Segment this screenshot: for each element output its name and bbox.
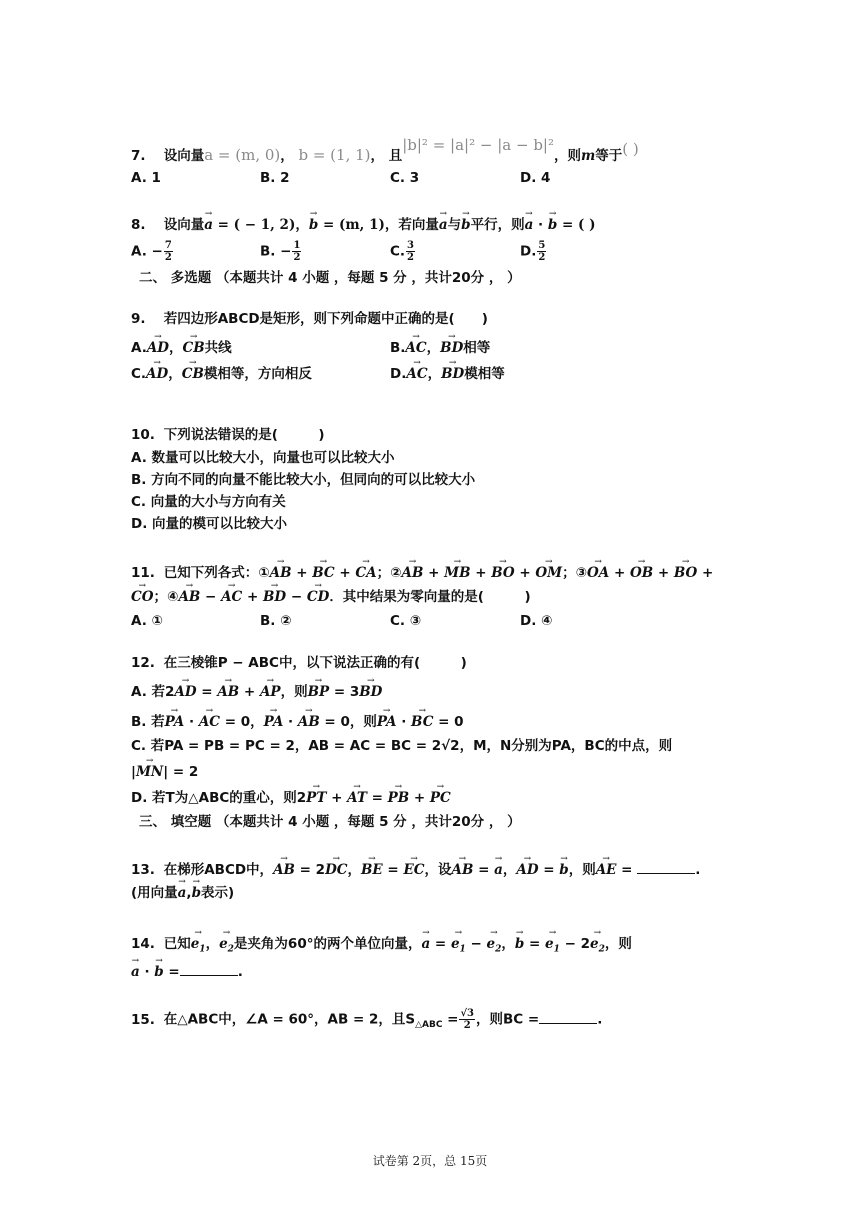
- question-number: 11.: [131, 565, 155, 581]
- question-number: 15.: [131, 1011, 155, 1028]
- question-text: ．其中结果为零向量的是( ): [329, 589, 531, 605]
- question-text: 在梯形ABCD中，: [163, 862, 274, 878]
- fraction: $\frac{7}{2}$: [164, 240, 172, 263]
- option-label: D.: [520, 243, 537, 260]
- question-text: 与: [447, 217, 462, 233]
- question-text: 且: [388, 148, 403, 164]
- question-number: 12.: [131, 655, 155, 671]
- question-text: ；④: [153, 589, 179, 605]
- condition-image: |b|² = |a|² − |a − b|²: [402, 136, 554, 154]
- option-a: A. 若2→ AD = → AB + → AP，则→ BP = 3→ BD: [131, 682, 382, 702]
- question-text: 设向量: [163, 148, 205, 164]
- question-14-cont: → a · → b = .: [131, 961, 243, 982]
- fraction: $\frac{5}{2}$: [538, 240, 546, 263]
- question-text: = ( − 1, 2)，: [217, 217, 309, 233]
- question-text: (用向量: [131, 885, 178, 901]
- option-c: C. 向量的大小与方向有关: [131, 494, 286, 510]
- question-text: 设向量: [163, 217, 205, 233]
- option-a: A.→ AD，→ CB共线: [131, 338, 232, 358]
- fraction: $\frac{1}{2}$: [293, 240, 301, 263]
- question-11: 11. 已知下列各式：①→ AB + → BC + → CA；②→ AB + → MB + → BO + → OM；③→ OA + → OB + → BO +: [131, 563, 713, 583]
- option-label: C.: [390, 243, 406, 260]
- option-c: C. 3: [390, 170, 420, 186]
- option-a: A. 1: [131, 170, 161, 186]
- vector-b-image: b = (1, 1): [298, 146, 371, 164]
- question-text: 已知: [163, 936, 191, 952]
- question-text: = ( ): [562, 217, 596, 233]
- question-number: 14.: [131, 936, 155, 952]
- variable-m: m: [580, 148, 596, 164]
- question-text: ，则: [604, 936, 632, 952]
- page-footer: 试卷第 2页，总 15页: [372, 1154, 488, 1168]
- question-text: ，则: [553, 148, 581, 164]
- question-10: [131, 425, 325, 445]
- question-text: 平行，则: [470, 217, 525, 233]
- option-a: A. ①: [131, 613, 163, 629]
- option-d: D.→ AC，→ BD模相等: [390, 364, 505, 384]
- option-c: C. 若PA = PB = PC = 2，AB = AC = BC = 2√2，M，N分别为PA，BC的中点，则: [131, 738, 673, 754]
- question-12: [131, 653, 467, 673]
- equals: =: [447, 1011, 459, 1028]
- question-text: 在△ABC中，∠A = 60°，AB = 2，且S: [163, 1011, 416, 1028]
- answer-blank[interactable]: [637, 859, 695, 874]
- option-b: B.→ AC，→ BD相等: [390, 338, 490, 358]
- question-number: 8.: [131, 217, 146, 233]
- option-label: B. −: [260, 243, 292, 260]
- option-b: B. ②: [260, 613, 292, 629]
- answer-blank[interactable]: [180, 961, 238, 976]
- option-b: B. 2: [260, 170, 290, 186]
- option-c: C. ③: [390, 613, 422, 629]
- section-heading-3: 三、 填空题 （本题共计 4 小题 ，每题 5 分 ，共计20分 ， ）: [139, 814, 521, 830]
- option-d: D. ④: [520, 613, 553, 629]
- question-text: ；②: [376, 565, 402, 581]
- question-number: 10.: [131, 427, 155, 443]
- question-9: [131, 309, 488, 329]
- option-a: [131, 240, 174, 263]
- question-8: 8. 设向量→ a = ( − 1, 2)，→ b = (m, 1)，若向量→ a与→ b平行，则→ a · → b = ( ): [131, 215, 596, 235]
- option-c: [390, 240, 416, 263]
- question-14: 14. 已知→ $e_1$，→ $e_2$是夹角为60°的两个单位向量，→ a = → $e_1$ − → $e_2$，→ b = → $e_1 - 2\to e_2$，则: [131, 934, 632, 960]
- option-d: [520, 240, 547, 263]
- option-c-cont: |→ MN| = 2: [131, 762, 198, 782]
- question-text: 等于: [595, 148, 623, 164]
- option-label: A. −: [131, 243, 163, 260]
- question-text: 下列说法错误的是( ): [163, 427, 325, 443]
- section-heading-2: 二、 多选题 （本题共计 4 小题 ，每题 5 分 ，共计20分 ， ）: [139, 270, 521, 286]
- option-d: D. 向量的模可以比较大小: [131, 516, 288, 532]
- subscript: △ABC: [415, 1020, 443, 1031]
- option-b: B. 若→ PA · → AC = 0，→ PA · → AB = 0，则→ PA · → BC = 0: [131, 712, 464, 732]
- question-text: 已知下列各式：①: [163, 565, 270, 581]
- question-text: ，则BC =: [476, 1011, 540, 1028]
- option-b: B. 方向不同的向量不能比较大小，但同向的可以比较大小: [131, 472, 476, 488]
- fraction: $\frac{√3}{2}$: [460, 1008, 475, 1031]
- option-a: A. 数量可以比较大小，向量也可以比较大小: [131, 450, 395, 466]
- answer-paren: ( ): [622, 140, 639, 158]
- option-b: [260, 240, 302, 263]
- question-11-cont: → CO；④→ AB − → AC + → BD − → CD．其中结果为零向量的是( ): [131, 587, 531, 607]
- question-13-cont: (用向量→ a,→ b表示): [131, 883, 234, 903]
- question-text: 在三棱锥P − ABC中，以下说法正确的有( ): [163, 655, 467, 671]
- vector-a-image: a = (m, 0): [204, 146, 281, 164]
- question-text: 若四边形ABCD是矩形，则下列命题中正确的是( ): [163, 311, 488, 327]
- answer-blank[interactable]: [539, 1009, 597, 1024]
- question-number: 7.: [131, 148, 146, 164]
- option-d: D. 若T为△ABC的重心，则2→ PT + → AT = → PB + → PC: [131, 788, 451, 808]
- option-c: C.→ AD，→ CB模相等，方向相反: [131, 364, 312, 384]
- question-number: 13.: [131, 862, 155, 878]
- question-text: 是夹角为60°的两个单位向量，: [233, 936, 422, 952]
- fraction: $\frac{3}{2}$: [407, 240, 415, 263]
- question-text: 表示): [201, 885, 235, 901]
- question-text: ；③: [562, 565, 588, 581]
- option-d: D. 4: [520, 170, 551, 186]
- question-15: 15. 在△ABC中，∠A = 60°，AB = 2，且$S_{\triangle ABC}$ = $\frac{√3}{2}$ ，则BC = .: [131, 1008, 603, 1031]
- question-text: = (m, 1)，若向量: [323, 217, 439, 233]
- question-7: 7. 设向量a = (m, 0)， b = (1, 1)， 且|b|² = |a|² − |a − b|²，则m等于( ): [131, 136, 639, 164]
- question-13: 13. 在梯形ABCD中，→ AB = 2→ DC，→ BE = → EC，设→ AB = → a，→ AD = → b，则→ AE = .: [131, 859, 700, 880]
- question-number: 9.: [131, 311, 146, 327]
